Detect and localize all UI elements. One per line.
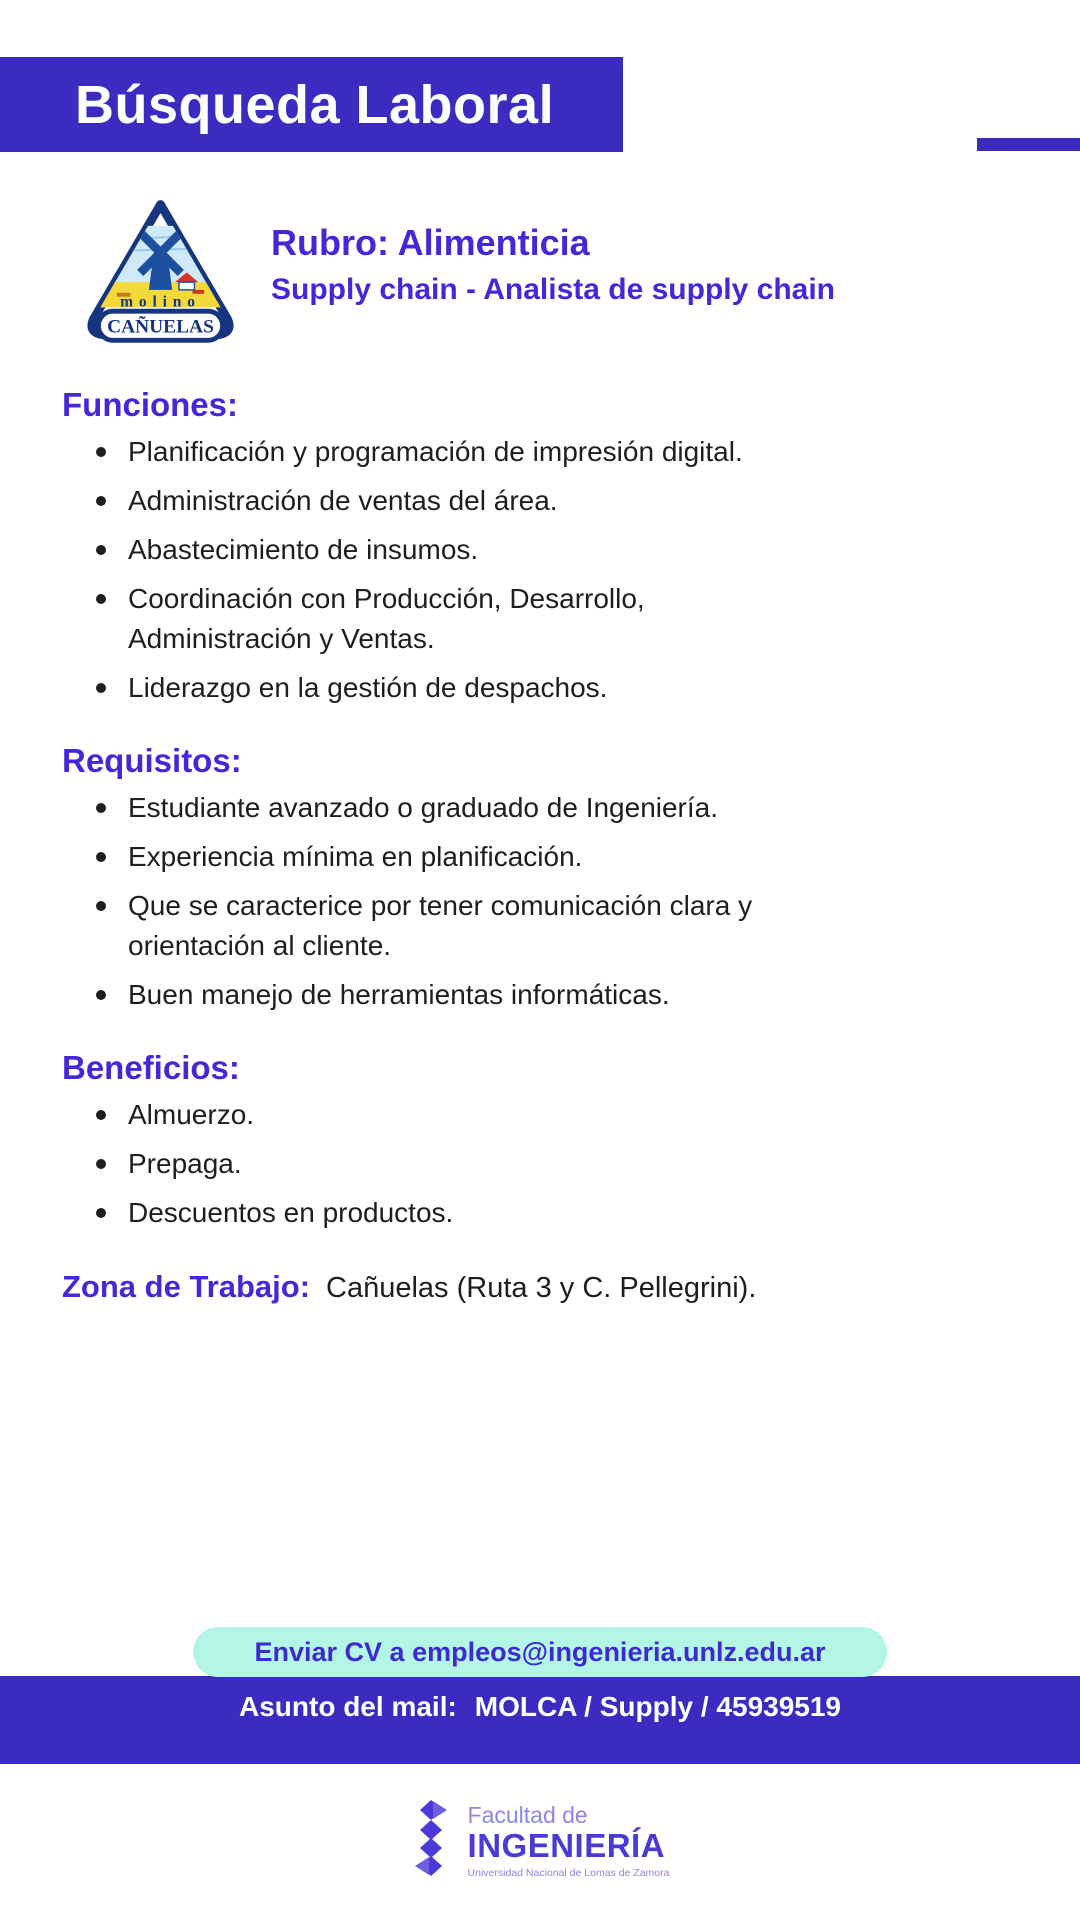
list-item: Administración de ventas del área. bbox=[96, 481, 782, 521]
work-zone-label: Zona de Trabajo: bbox=[62, 1269, 311, 1304]
work-zone-value: Cañuelas (Ruta 3 y C. Pellegrini). bbox=[326, 1272, 757, 1304]
list-item: Abastecimiento de insumos. bbox=[96, 530, 782, 570]
list-item: Descuentos en productos. bbox=[96, 1193, 782, 1233]
list-item: Que se caracterice por tener comunicación clara y orientación al cliente. bbox=[96, 886, 782, 966]
send-cv-label: Enviar CV a empleos@ingenieria.unlz.edu.ar bbox=[254, 1636, 826, 1667]
bullet-icon bbox=[96, 803, 106, 813]
content bbox=[62, 386, 1080, 1305]
svg-text:molino: molino bbox=[120, 293, 201, 311]
list-item: Almuerzo. bbox=[96, 1095, 782, 1135]
mail-subject-value: MOLCA / Supply / 45939519 bbox=[474, 1691, 841, 1722]
bullet-icon bbox=[96, 852, 106, 862]
bullet-icon bbox=[96, 496, 106, 506]
list-item: Liderazgo en la gestión de despachos. bbox=[96, 668, 782, 708]
faculty-triangles-icon bbox=[411, 1798, 455, 1883]
mail-subject-label: Asunto del mail: bbox=[239, 1691, 457, 1722]
section-heading-funciones: Funciones: bbox=[62, 386, 239, 423]
list-item: Planificación y programación de impresión digital. bbox=[96, 432, 782, 472]
section-heading-beneficios: Beneficios: bbox=[62, 1049, 240, 1086]
bullet-icon bbox=[96, 545, 106, 555]
bullet-icon bbox=[96, 990, 106, 1000]
role-block bbox=[271, 192, 835, 352]
header-accent-bar bbox=[977, 138, 1080, 151]
beneficios-list bbox=[62, 1095, 782, 1233]
company-row bbox=[78, 192, 1080, 352]
molino-canuelas-logo-icon bbox=[78, 192, 243, 352]
bullet-icon bbox=[96, 447, 106, 457]
footer bbox=[0, 1798, 1080, 1883]
svg-text:CAÑUELAS: CAÑUELAS bbox=[107, 316, 214, 338]
faculty-line1: Facultad de bbox=[467, 1802, 588, 1829]
position-title: Supply chain - Analista de supply chain bbox=[271, 273, 835, 306]
list-item: Buen manejo de herramientas informáticas. bbox=[96, 975, 782, 1015]
requisitos-list bbox=[62, 788, 782, 1015]
bullet-icon bbox=[96, 1110, 106, 1120]
list-item: Experiencia mínima en planificación. bbox=[96, 837, 782, 877]
list-item: Coordinación con Producción, Desarrollo, Administración y Ventas. bbox=[96, 579, 782, 659]
faculty-line3: Universidad Nacional de Lomas de Zamora bbox=[467, 1866, 670, 1879]
industry-label: Rubro: Alimenticia bbox=[271, 222, 590, 263]
work-zone-row bbox=[62, 1269, 1080, 1305]
faculty-line2: INGENIERÍA bbox=[467, 1827, 666, 1865]
page-title: Búsqueda Laboral bbox=[75, 74, 555, 135]
faculty-logo bbox=[411, 1798, 670, 1883]
bullet-icon bbox=[96, 1208, 106, 1218]
bullet-icon bbox=[96, 683, 106, 693]
bullet-icon bbox=[96, 1159, 106, 1169]
list-item: Estudiante avanzado o graduado de Ingeniería. bbox=[96, 788, 782, 828]
bullet-icon bbox=[96, 901, 106, 911]
header-band bbox=[0, 57, 623, 152]
send-cv-button[interactable] bbox=[193, 1627, 887, 1677]
list-item: Prepaga. bbox=[96, 1144, 782, 1184]
mail-subject-band bbox=[0, 1676, 1080, 1764]
section-heading-requisitos: Requisitos: bbox=[62, 742, 242, 779]
funciones-list bbox=[62, 432, 782, 708]
faculty-text bbox=[468, 1802, 670, 1879]
bullet-icon bbox=[96, 594, 106, 604]
